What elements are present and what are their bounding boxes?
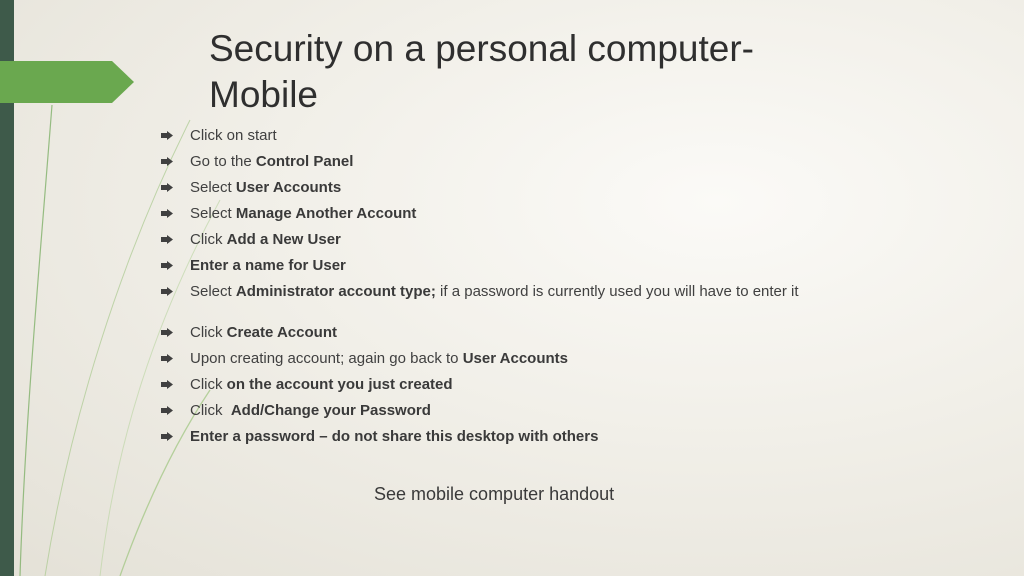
arrow-bullet-icon [161,406,173,415]
item-bold-text: Manage Another Account [235,205,417,222]
item-text: Select [190,205,236,222]
arrow-bullet-icon [161,432,173,441]
arrow-bullet-icon [161,235,173,244]
green-title-tab [0,61,136,103]
item-bold-text: User Accounts [462,350,568,367]
item-bold-text: Create Account [226,324,337,341]
list-item [161,429,841,455]
arrow-bullet-icon [161,209,173,218]
item-bold-text: Control Panel [255,153,354,170]
item-text: Click [190,402,231,419]
list-item [161,351,841,377]
arrow-bullet-icon [161,183,173,192]
item-tail-text: if a password is currently used you will have to enter it [435,283,799,300]
handout-note: See mobile computer handout [374,484,615,504]
title-line-2: Mobile [209,74,318,115]
instruction-list [161,128,841,455]
item-text: Click [190,324,227,341]
item-bold-text: on the account you just created [226,376,453,393]
item-text: Upon creating account; again go back to [190,350,463,367]
arrow-bullet-icon [161,157,173,166]
arrow-bullet-icon [161,131,173,140]
list-item [161,180,841,206]
item-bold-text: Enter a password – do not share this desktop with others [190,428,599,445]
list-item [161,128,841,154]
list-item [161,325,841,351]
item-text: Click [190,376,227,393]
list-item [161,377,841,403]
item-text: Click on start [190,127,277,144]
item-bold-text: Add/Change your Password [230,402,431,419]
arrow-bullet-icon [161,354,173,363]
item-text: Select [190,283,236,300]
item-bold-text: Enter a name for User [190,257,346,274]
list-item [161,403,841,429]
list-item [161,206,841,232]
item-text: Select [190,179,236,196]
slide-title [209,26,909,118]
item-text: Go to the [190,153,256,170]
title-line-1: Security on a personal computer- [209,28,754,69]
arrow-bullet-icon [161,328,173,337]
arrow-bullet-icon [161,380,173,389]
item-bold-text: Administrator account type; [235,283,436,300]
item-bold-text: User Accounts [235,179,342,196]
list-item [161,258,841,284]
arrow-bullet-icon [161,287,173,296]
list-item [161,284,841,325]
item-bold-text: Add a New User [226,231,341,248]
list-item [161,232,841,258]
list-item [161,154,841,180]
item-text: Click [190,231,227,248]
arrow-bullet-icon [161,261,173,270]
